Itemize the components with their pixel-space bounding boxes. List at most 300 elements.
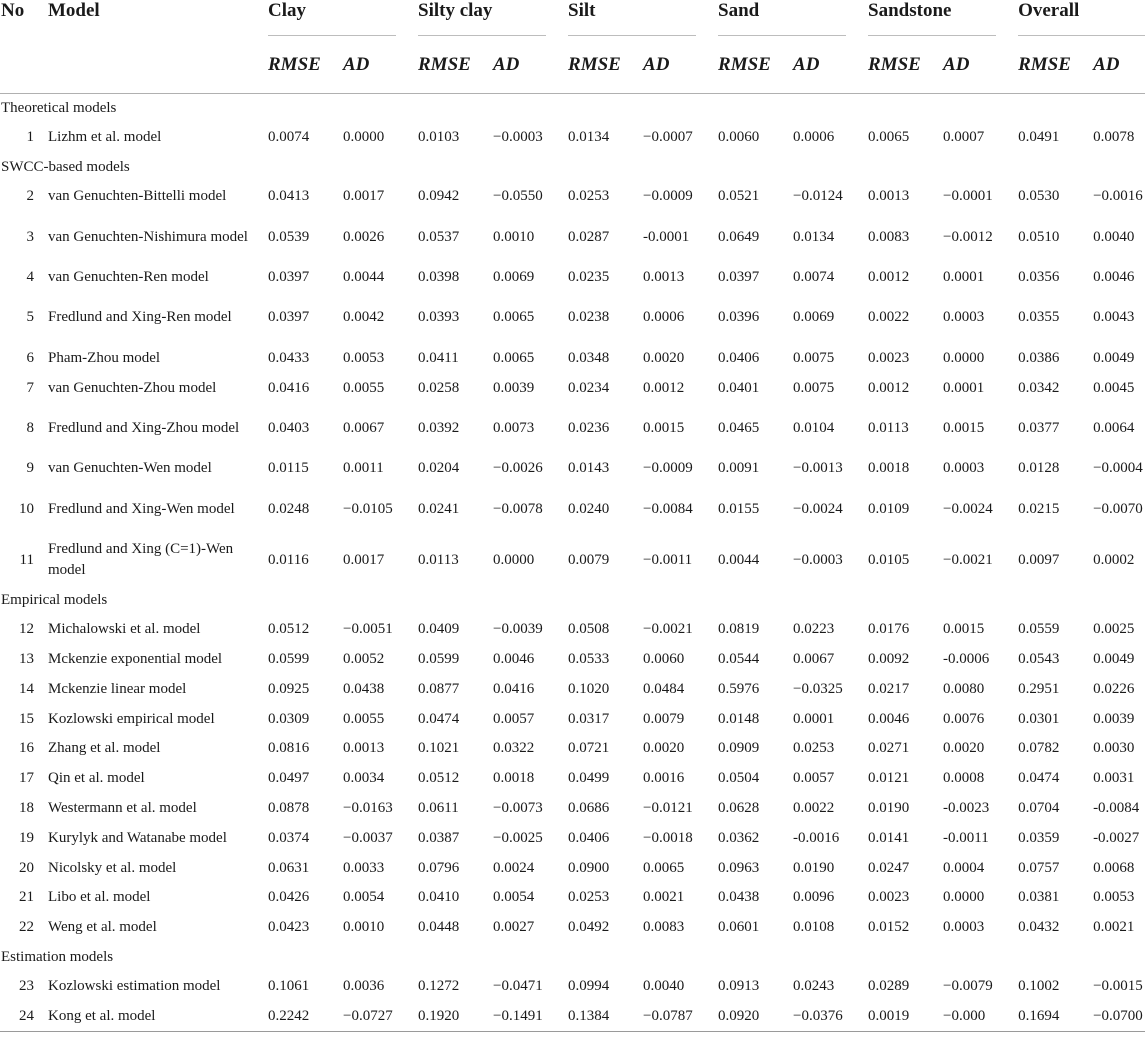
ad-cell: 0.0057 xyxy=(793,770,835,787)
ad-cell: -0.0001 xyxy=(643,228,690,245)
ad-cell: 0.0484 xyxy=(643,680,685,697)
rmse-cell: 0.0253 xyxy=(568,889,610,906)
section-title: Estimation models xyxy=(1,948,114,965)
ad-cell: −0.0024 xyxy=(793,500,843,517)
rmse-cell: 0.0271 xyxy=(868,740,910,757)
rmse-cell: 0.0236 xyxy=(568,419,610,436)
ad-cell: 0.0226 xyxy=(1093,680,1135,697)
ad-cell: 0.0067 xyxy=(793,650,835,667)
ad-cell: 0.0036 xyxy=(343,977,385,994)
rmse-cell: 0.0113 xyxy=(418,551,459,568)
ad-cell: −0.0700 xyxy=(1093,1001,1145,1031)
header-rmse: RMSE xyxy=(568,37,643,94)
ad-cell: 0.0054 xyxy=(343,889,385,906)
ad-cell: −0.0550 xyxy=(493,188,543,205)
ad-cell: 0.0045 xyxy=(1093,379,1135,396)
table-body xyxy=(0,94,1145,1032)
rmse-cell: 0.0410 xyxy=(418,889,460,906)
model-name: Nicolsky et al. model xyxy=(48,859,177,876)
model-name: Mckenzie exponential model xyxy=(48,650,223,667)
ad-cell: −0.0026 xyxy=(493,460,543,477)
rmse-cell: 0.0504 xyxy=(718,770,760,787)
model-name: van Genuchten-Wen model xyxy=(48,460,212,477)
ad-cell: 0.0022 xyxy=(793,799,835,816)
model-name: Michalowski et al. model xyxy=(48,621,201,638)
rmse-cell: 0.0878 xyxy=(268,799,310,816)
ad-cell: −0.0037 xyxy=(343,829,393,846)
rmse-cell: 0.0046 xyxy=(868,710,910,727)
ad-cell: 0.0055 xyxy=(343,379,385,396)
row-number: 10 xyxy=(19,500,34,517)
ad-cell: −0.0003 xyxy=(793,551,843,568)
rmse-cell: 0.0241 xyxy=(418,500,460,517)
rmse-cell: 0.0023 xyxy=(868,889,910,906)
row-number: 13 xyxy=(19,650,34,667)
model-name: van Genuchten-Zhou model xyxy=(48,379,217,396)
ad-cell: 0.0076 xyxy=(943,710,985,727)
ad-cell: −0.0727 xyxy=(343,1001,418,1031)
rmse-cell: 0.0362 xyxy=(718,829,760,846)
rmse-cell: 0.0819 xyxy=(718,621,760,638)
header-rmse: RMSE xyxy=(868,37,943,94)
row-number: 15 xyxy=(19,710,34,727)
model-name: Qin et al. model xyxy=(48,770,145,787)
ad-cell: 0.0054 xyxy=(493,889,535,906)
rmse-cell: 0.0686 xyxy=(568,799,610,816)
table-row xyxy=(0,853,1145,883)
ad-cell: 0.0044 xyxy=(343,268,385,285)
ad-cell: −0.0079 xyxy=(943,977,993,994)
table-row xyxy=(0,123,1145,153)
rmse-cell: 0.0148 xyxy=(718,710,760,727)
rmse-cell: 0.0649 xyxy=(718,228,760,245)
model-name: Kozlowski empirical model xyxy=(48,710,215,727)
rmse-cell: 0.0397 xyxy=(718,268,760,285)
rmse-cell: 0.2951 xyxy=(1018,680,1060,697)
model-name: Pham-Zhou model xyxy=(48,349,161,366)
section-title: Theoretical models xyxy=(1,100,117,116)
rmse-cell: 0.0204 xyxy=(418,460,460,477)
ad-cell: 0.0000 xyxy=(943,889,985,906)
rmse-cell: 0.0386 xyxy=(1018,349,1060,366)
row-number: 22 xyxy=(19,919,34,936)
ad-cell: −0.0009 xyxy=(643,188,693,205)
ad-cell: 0.0015 xyxy=(943,621,985,638)
ad-cell: 0.0013 xyxy=(643,268,685,285)
ad-cell: 0.0004 xyxy=(943,859,985,876)
rmse-cell: 0.0253 xyxy=(568,188,610,205)
rmse-cell: 0.0155 xyxy=(718,500,760,517)
rmse-cell: 0.0109 xyxy=(868,500,910,517)
rmse-cell: 0.0403 xyxy=(268,419,310,436)
model-name: van Genuchten-Ren model xyxy=(48,268,209,285)
rmse-cell: 0.0065 xyxy=(868,129,910,146)
ad-cell: 0.0046 xyxy=(493,650,535,667)
rmse-cell: 0.0401 xyxy=(718,379,760,396)
ad-cell: -0.0027 xyxy=(1093,829,1140,846)
header-group-clay: Clay xyxy=(268,0,306,21)
rmse-cell: 0.0491 xyxy=(1018,129,1060,146)
model-name: van Genuchten-Bittelli model xyxy=(48,188,227,205)
ad-cell: −0.0009 xyxy=(643,460,693,477)
table-row xyxy=(0,263,1145,293)
ad-cell: 0.0033 xyxy=(343,859,385,876)
ad-cell: 0.0322 xyxy=(493,740,535,757)
ad-cell: 0.0134 xyxy=(793,228,835,245)
section-row xyxy=(0,94,1145,124)
model-name: Libo et al. model xyxy=(48,889,151,906)
row-number: 24 xyxy=(0,1001,48,1031)
ad-cell: 0.0010 xyxy=(343,919,385,936)
rmse-cell: 0.0397 xyxy=(268,268,310,285)
ad-cell: 0.0438 xyxy=(343,680,385,697)
ad-cell: −0.0471 xyxy=(493,977,543,994)
rmse-cell: 0.0512 xyxy=(418,770,460,787)
row-number: 2 xyxy=(26,188,34,205)
rmse-cell: 0.0409 xyxy=(418,621,460,638)
rmse-cell: 0.0238 xyxy=(568,309,610,326)
rmse-cell: 0.0190 xyxy=(868,799,910,816)
rmse-cell: 0.0601 xyxy=(718,919,760,936)
rmse-cell: 0.0433 xyxy=(268,349,310,366)
table-row xyxy=(0,1001,1145,1031)
rmse-cell: 0.0348 xyxy=(568,349,610,366)
ad-cell: −0.0084 xyxy=(643,500,693,517)
ad-cell: −0.0105 xyxy=(343,500,393,517)
table-row xyxy=(0,212,1145,263)
rmse-cell: 0.0103 xyxy=(418,129,460,146)
ad-cell: 0.0223 xyxy=(793,621,835,638)
row-number: 3 xyxy=(26,228,34,245)
rmse-cell: 0.0704 xyxy=(1018,799,1060,816)
rmse-cell: 0.0113 xyxy=(868,419,909,436)
header-ad: AD xyxy=(643,37,718,94)
rmse-cell: 0.0074 xyxy=(268,129,310,146)
rmse-cell: 0.0925 xyxy=(268,680,310,697)
ad-cell: -0.0011 xyxy=(943,829,989,846)
ad-cell: 0.0002 xyxy=(1093,551,1135,568)
rmse-cell: 0.0533 xyxy=(568,650,610,667)
rmse-cell: 0.0397 xyxy=(268,309,310,326)
rmse-cell: 0.0406 xyxy=(568,829,610,846)
ad-cell: −0.0011 xyxy=(643,551,693,568)
ad-cell: −0.0004 xyxy=(1093,460,1143,477)
header-group-sandstone: Sandstone xyxy=(868,0,952,21)
table-row xyxy=(0,615,1145,645)
ad-cell: −0.0001 xyxy=(943,188,993,205)
ad-cell: 0.0020 xyxy=(943,740,985,757)
ad-cell: −0.0021 xyxy=(643,621,693,638)
row-number: 17 xyxy=(19,770,34,787)
ad-cell: 0.0039 xyxy=(1093,710,1135,727)
rmse-cell: 0.0060 xyxy=(718,129,760,146)
ad-cell: 0.0030 xyxy=(1093,740,1135,757)
rmse-cell: 0.0920 xyxy=(718,1001,793,1031)
ad-cell: -0.0016 xyxy=(793,829,840,846)
ad-cell: 0.0010 xyxy=(493,228,535,245)
ad-cell: 0.0053 xyxy=(1093,889,1135,906)
ad-cell: −0.0015 xyxy=(1093,977,1143,994)
rmse-cell: 0.1384 xyxy=(568,1001,643,1031)
ad-cell: 0.0075 xyxy=(793,379,835,396)
rmse-cell: 0.0432 xyxy=(1018,919,1060,936)
table-row xyxy=(0,913,1145,943)
rmse-cell: 0.0217 xyxy=(868,680,910,697)
rmse-cell: 0.2242 xyxy=(268,1001,343,1031)
rmse-cell: 0.0215 xyxy=(1018,500,1060,517)
section-title: SWCC-based models xyxy=(1,158,130,175)
ad-cell: 0.0000 xyxy=(343,129,385,146)
ad-cell: −0.0078 xyxy=(493,500,543,517)
rmse-cell: 0.0374 xyxy=(268,829,310,846)
ad-cell: 0.0080 xyxy=(943,680,985,697)
ad-cell: 0.0049 xyxy=(1093,349,1135,366)
rmse-cell: 0.0512 xyxy=(268,621,310,638)
rmse-cell: 0.0248 xyxy=(268,500,310,517)
rmse-cell: 0.0022 xyxy=(868,309,910,326)
rmse-cell: 0.0406 xyxy=(718,349,760,366)
ad-cell: 0.0015 xyxy=(943,419,985,436)
ad-cell: 0.0018 xyxy=(493,770,535,787)
ad-cell: 0.0000 xyxy=(943,349,985,366)
ad-cell: −0.000 xyxy=(943,1001,1018,1031)
section-row xyxy=(0,586,1145,615)
header-no: No xyxy=(1,0,25,21)
rmse-cell: 0.0438 xyxy=(718,889,760,906)
rmse-cell: 0.1061 xyxy=(268,977,310,994)
ad-cell: 0.0015 xyxy=(643,419,685,436)
ad-cell: 0.0008 xyxy=(943,770,985,787)
rmse-cell: 0.0900 xyxy=(568,859,610,876)
rmse-cell: 0.0796 xyxy=(418,859,460,876)
model-name: Lizhm et al. model xyxy=(48,129,162,146)
rmse-cell: 0.0544 xyxy=(718,650,760,667)
rmse-cell: 0.1002 xyxy=(1018,977,1060,994)
row-number: 9 xyxy=(26,460,34,477)
rmse-cell: 0.0530 xyxy=(1018,188,1060,205)
ad-cell: 0.0049 xyxy=(1093,650,1135,667)
rmse-cell: 0.0235 xyxy=(568,268,610,285)
table-row xyxy=(0,972,1145,1002)
header-ad: AD xyxy=(343,37,418,94)
ad-cell: 0.0190 xyxy=(793,859,835,876)
rmse-cell: 0.1920 xyxy=(418,1001,493,1031)
ad-cell: −0.0121 xyxy=(643,799,693,816)
ad-cell: 0.0065 xyxy=(643,859,685,876)
table-row xyxy=(0,734,1145,764)
rmse-cell: 0.0019 xyxy=(868,1001,943,1031)
ad-cell: 0.0020 xyxy=(643,349,685,366)
header-group-silt: Silt xyxy=(568,0,596,21)
row-number: 14 xyxy=(19,680,34,697)
ad-cell: 0.0073 xyxy=(493,419,535,436)
ad-cell: 0.0031 xyxy=(1093,770,1135,787)
ad-cell: 0.0026 xyxy=(343,228,385,245)
ad-cell: -0.0084 xyxy=(1093,799,1140,816)
rmse-cell: 0.0115 xyxy=(268,460,309,477)
ad-cell: 0.0416 xyxy=(493,680,535,697)
rmse-cell: 0.0018 xyxy=(868,460,910,477)
table-row xyxy=(0,535,1145,586)
rmse-cell: 0.0381 xyxy=(1018,889,1060,906)
ad-cell: −0.0325 xyxy=(793,680,843,697)
rmse-cell: 0.0083 xyxy=(868,228,910,245)
model-name: Kurylyk and Watanabe model xyxy=(48,829,227,846)
row-number: 12 xyxy=(19,621,34,638)
ad-cell: 0.0034 xyxy=(343,770,385,787)
row-number: 5 xyxy=(26,309,34,326)
table-row xyxy=(0,883,1145,913)
model-name: Mckenzie linear model xyxy=(48,680,187,697)
model-name: Westermann et al. model xyxy=(48,799,197,816)
ad-cell: −0.0073 xyxy=(493,799,543,816)
ad-cell: 0.0021 xyxy=(643,889,685,906)
rmse-cell: 0.0287 xyxy=(568,228,610,245)
rmse-cell: 0.0342 xyxy=(1018,379,1060,396)
rmse-cell: 0.0474 xyxy=(418,710,460,727)
ad-cell: 0.0055 xyxy=(343,710,385,727)
header-rmse: RMSE xyxy=(418,37,493,94)
rmse-cell: 0.0091 xyxy=(718,460,760,477)
rmse-cell: 0.0411 xyxy=(418,349,459,366)
table-row xyxy=(0,292,1145,343)
ad-cell: 0.0075 xyxy=(793,349,835,366)
rmse-cell: 0.0013 xyxy=(868,188,910,205)
header-rmse: RMSE xyxy=(268,37,343,94)
rmse-cell: 0.0176 xyxy=(868,621,910,638)
rmse-cell: 0.0079 xyxy=(568,551,610,568)
rmse-cell: 0.0537 xyxy=(418,228,460,245)
header-rmse: RMSE xyxy=(1018,37,1093,94)
ad-cell: 0.0065 xyxy=(493,309,535,326)
table-row xyxy=(0,182,1145,212)
model-name: Fredlund and Xing-Wen model xyxy=(48,500,235,517)
rmse-cell: 0.0497 xyxy=(268,770,310,787)
row-number: 19 xyxy=(19,829,34,846)
rmse-cell: 0.0413 xyxy=(268,188,310,205)
model-name: Weng et al. model xyxy=(48,919,157,936)
ad-cell: -0.0006 xyxy=(943,650,990,667)
rmse-cell: 0.0247 xyxy=(868,859,910,876)
rmse-cell: 0.0628 xyxy=(718,799,760,816)
ad-cell: 0.0027 xyxy=(493,919,535,936)
rmse-cell: 0.0044 xyxy=(718,551,760,568)
model-name: Kong et al. model xyxy=(48,1001,268,1031)
ad-cell: −0.0024 xyxy=(943,500,993,517)
ad-cell: 0.0060 xyxy=(643,650,685,667)
rmse-cell: 0.0097 xyxy=(1018,551,1060,568)
header-group-silty-clay: Silty clay xyxy=(418,0,493,21)
rmse-cell: 0.0023 xyxy=(868,349,910,366)
ad-cell: -0.0023 xyxy=(943,799,990,816)
header-rmse: RMSE xyxy=(718,37,793,94)
rmse-cell: 0.0521 xyxy=(718,188,760,205)
header-ad: AD xyxy=(1093,37,1145,94)
rmse-cell: 0.0289 xyxy=(868,977,910,994)
ad-cell: −0.0376 xyxy=(793,1001,868,1031)
rmse-cell: 0.0143 xyxy=(568,460,610,477)
ad-cell: 0.0001 xyxy=(943,379,985,396)
model-name: Fredlund and Xing-Zhou model xyxy=(48,419,240,436)
rmse-cell: 0.0309 xyxy=(268,710,310,727)
ad-cell: 0.0243 xyxy=(793,977,835,994)
ad-cell: 0.0013 xyxy=(343,740,385,757)
row-number: 1 xyxy=(26,129,34,146)
ad-cell: −0.0163 xyxy=(343,799,393,816)
ad-cell: 0.0001 xyxy=(793,710,835,727)
rmse-cell: 0.0559 xyxy=(1018,621,1060,638)
rmse-cell: 0.0392 xyxy=(418,419,460,436)
rmse-cell: 0.0963 xyxy=(718,859,760,876)
ad-cell: 0.0053 xyxy=(343,349,385,366)
table-row xyxy=(0,645,1145,675)
rmse-cell: 0.0499 xyxy=(568,770,610,787)
ad-cell: 0.0096 xyxy=(793,889,835,906)
table-row xyxy=(0,373,1145,403)
rmse-cell: 0.0377 xyxy=(1018,419,1060,436)
ad-cell: 0.0074 xyxy=(793,268,835,285)
ad-cell: 0.0068 xyxy=(1093,859,1135,876)
section-row xyxy=(0,153,1145,182)
rmse-cell: 0.0359 xyxy=(1018,829,1060,846)
ad-cell: −0.0025 xyxy=(493,829,543,846)
rmse-cell: 0.0128 xyxy=(1018,460,1060,477)
header-ad: AD xyxy=(943,37,1018,94)
ad-cell: −0.1491 xyxy=(493,1001,568,1031)
section-row xyxy=(0,943,1145,972)
table-header xyxy=(0,0,1145,94)
rmse-cell: 0.0782 xyxy=(1018,740,1060,757)
ad-cell: 0.0040 xyxy=(1093,228,1135,245)
ad-cell: 0.0057 xyxy=(493,710,535,727)
rmse-cell: 0.0913 xyxy=(718,977,760,994)
ad-cell: −0.0124 xyxy=(793,188,843,205)
rmse-cell: 0.0539 xyxy=(268,228,310,245)
rmse-cell: 0.0721 xyxy=(568,740,610,757)
ad-cell: 0.0052 xyxy=(343,650,385,667)
ad-cell: −0.0018 xyxy=(643,829,693,846)
row-number: 23 xyxy=(19,977,34,994)
rmse-cell: 0.0355 xyxy=(1018,309,1060,326)
rmse-cell: 0.0301 xyxy=(1018,710,1060,727)
rmse-cell: 0.1272 xyxy=(418,977,460,994)
ad-cell: 0.0083 xyxy=(643,919,685,936)
ad-cell: 0.0043 xyxy=(1093,309,1135,326)
ad-cell: 0.0079 xyxy=(643,710,685,727)
rmse-cell: 0.0012 xyxy=(868,379,910,396)
ad-cell: −0.0007 xyxy=(643,129,693,146)
model-name: Fredlund and Xing (C=1)-Wen model xyxy=(48,541,234,579)
ad-cell: 0.0020 xyxy=(643,740,685,757)
ad-cell: −0.0787 xyxy=(643,1001,718,1031)
model-name: van Genuchten-Nishimura model xyxy=(48,228,248,245)
rmse-cell: 0.0508 xyxy=(568,621,610,638)
ad-cell: 0.0006 xyxy=(793,129,835,146)
rmse-cell: 0.0631 xyxy=(268,859,310,876)
rmse-cell: 0.0611 xyxy=(418,799,459,816)
rmse-cell: 0.0317 xyxy=(568,710,610,727)
table-row xyxy=(0,674,1145,704)
rmse-cell: 0.0105 xyxy=(868,551,910,568)
rmse-cell: 0.0942 xyxy=(418,188,460,205)
rmse-cell: 0.0877 xyxy=(418,680,460,697)
table-row xyxy=(0,484,1145,535)
header-ad: AD xyxy=(493,37,568,94)
ad-cell: 0.0069 xyxy=(793,309,835,326)
ad-cell: 0.0003 xyxy=(943,460,985,477)
rmse-cell: 0.0423 xyxy=(268,919,310,936)
rmse-cell: 0.0909 xyxy=(718,740,760,757)
